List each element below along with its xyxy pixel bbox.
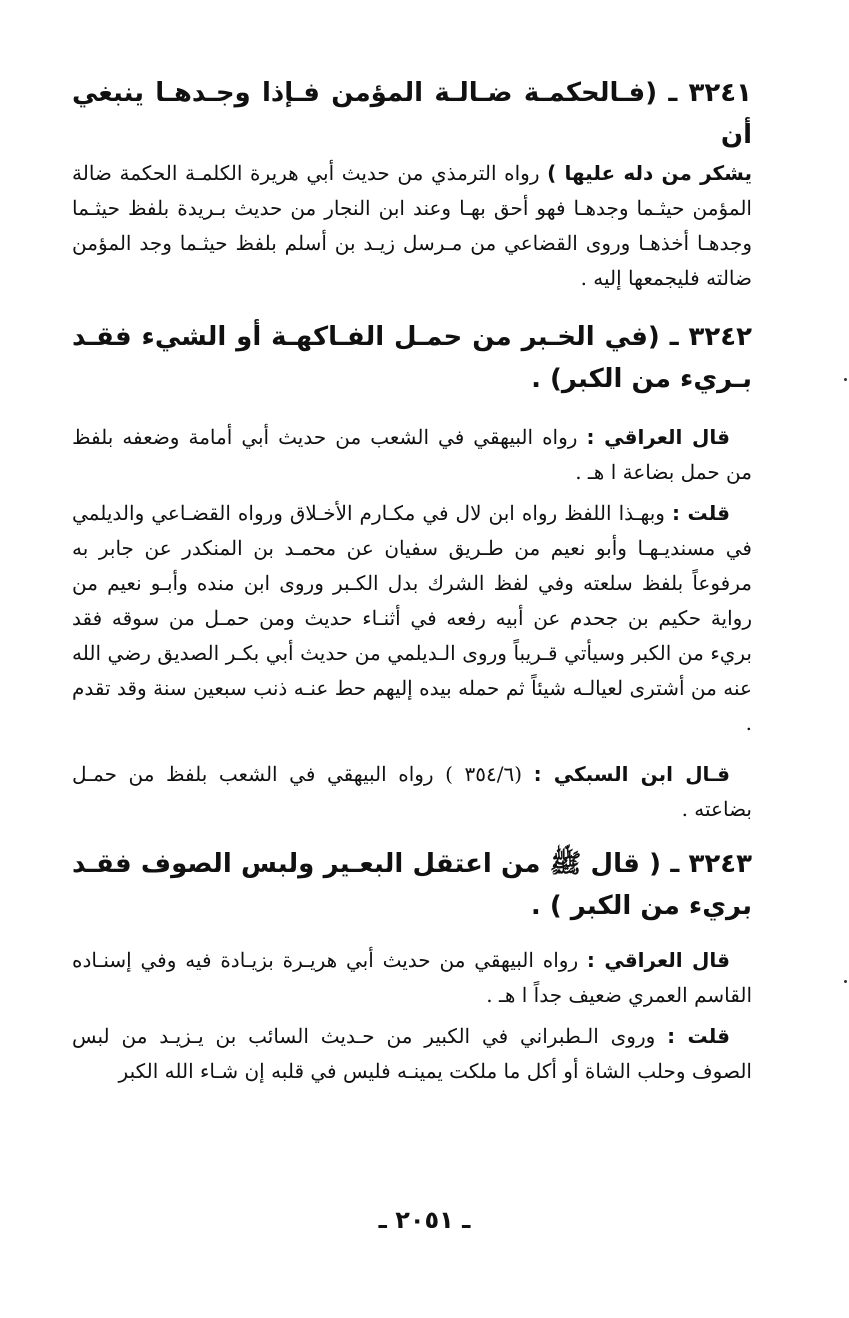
hadith-3243-qultu bbox=[72, 1019, 752, 1089]
hadith-3242-iraqi-text: رواه البيهقي في الشعب من حديث أبي أمامة وضعفه بلفظ من حمل بضاعة ا هـ . bbox=[72, 425, 752, 484]
hadith-3243-title: ٣٢٤٣ ـ ( قال ﷺ من اعتقل البعـير ولبس الصوف فقـد بريء من الكبر ) . bbox=[72, 849, 752, 921]
hadith-3243-qultu-lead: قلت : bbox=[667, 1024, 730, 1048]
hadith-3243-iraqi-lead: قال العراقي : bbox=[586, 948, 730, 972]
hadith-3241-lead: يشكر من دله عليها ) bbox=[547, 161, 752, 185]
hadith-3241 bbox=[72, 72, 752, 296]
hadith-3242-iraqi bbox=[72, 420, 752, 490]
page-number: ـ ٢٠٥١ ـ bbox=[378, 1206, 471, 1234]
hadith-3242-qultu-text: وبهـذا اللفظ رواه ابن لال في مكـارم الأخـلاق ورواه القضـاعي والديلمي في مسنديـهـا وأبو نعيم من طـريق سفيان عن محمـد بن المنكدر عن جابر به مرفوعاً بلفظ سلعته وفي لفظ الشرك بدل الكـبر وروى ابن منده وأبـو نعيم من رواية حكيم بن جحدم عن أبيه رفعه في أثنـاء حديث ومن حمـل من سوقه فقد بريء من الكبر وسيأتي قـريباً وروى الـديلمي من حديث أبي بكـر الصديق رضي الله عنه من أشترى لعيالـه شيئاً ثم حمله بيده إليهم حط عنـه ذنب سبعين سنة وقد تقدم . bbox=[72, 501, 752, 735]
margin-speck bbox=[844, 378, 847, 381]
hadith-3242-subki-text: (٣٥٤/٦ ) رواه البيهقي في الشعب بلفظ من حمـل بضاعته . bbox=[72, 762, 752, 821]
hadith-3243-qultu-text: وروى الـطبراني في الكبير من حـديث السائب بن يـزيـد من لبس الصوف وحلب الشاة أو أكل ما ملكت يمينـه فليس في قلبه إن شـاء الله الكبر bbox=[72, 1024, 752, 1083]
hadith-3243-iraqi-text: رواه البيهقي من حديث أبي هريـرة بزيـادة فيه وفي إسنـاده القاسم العمري ضعيف جداً ا هـ . bbox=[72, 948, 752, 1007]
margin-speck bbox=[844, 980, 847, 983]
hadith-3242-qultu-lead: قلت : bbox=[671, 501, 730, 525]
hadith-3243 bbox=[72, 843, 752, 1089]
hadith-3243-iraqi bbox=[72, 943, 752, 1013]
page-content bbox=[72, 72, 752, 1089]
hadith-3242-qultu bbox=[72, 496, 752, 741]
hadith-3242 bbox=[72, 316, 752, 827]
hadith-3242-subki bbox=[72, 757, 752, 827]
hadith-3241-body bbox=[72, 156, 752, 296]
hadith-3242-subki-lead: قـال ابن السبكي : bbox=[533, 762, 730, 786]
hadith-3241-text: رواه الترمذي من حديث أبي هريرة الكلمـة الحكمة ضالة المؤمن حيثـما وجدهـا فهو أحق بهـا وعند ابن النجار من حديث بـريدة بلفظ حيثـما وجدهـا أخذهـا وروى القضاعي من مـرسل زيـد بن أسلم بلفظ حيثـما وجد المؤمن ضالته فليجمعها إليه . bbox=[72, 161, 752, 290]
hadith-3242-iraqi-lead: قال العراقي : bbox=[586, 425, 730, 449]
hadith-3242-title: ٣٢٤٢ ـ (في الخـبر من حمـل الفـاكهـة أو الشيء فقـد بـريء من الكبر) . bbox=[72, 322, 752, 394]
hadith-3241-title: ٣٢٤١ ـ (فـالحكمـة ضـالـة المؤمن فـإذا وجـدهـا ينبغي أن bbox=[72, 78, 752, 150]
